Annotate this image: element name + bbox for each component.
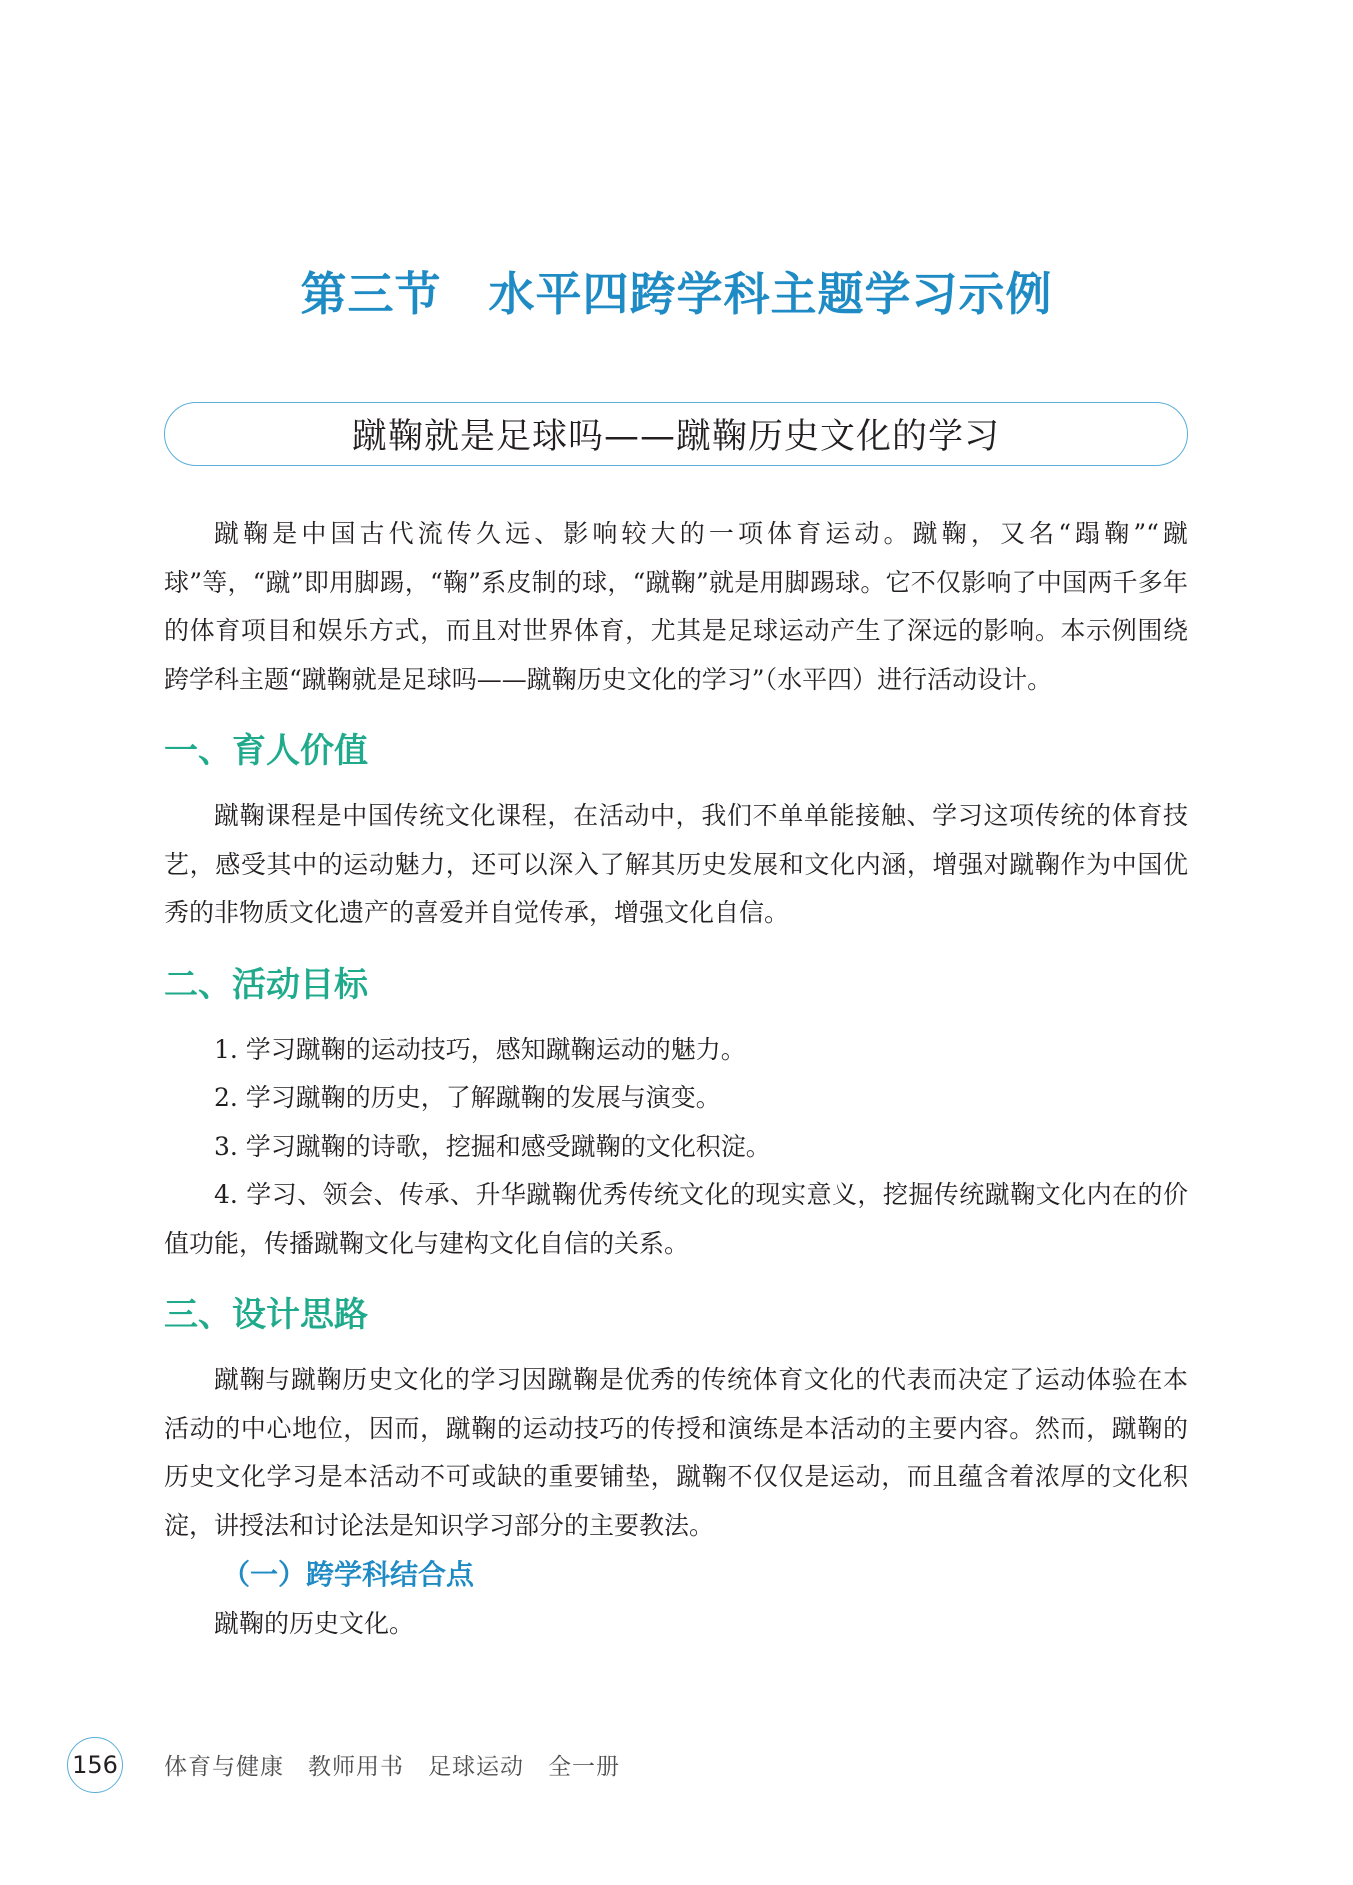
- goal-item-3: 3. 学习蹴鞠的诗歌，挖掘和感受蹴鞠的文化积淀。: [214, 1131, 771, 1161]
- integration-text: 蹴鞠的历史文化。: [214, 1609, 415, 1638]
- section-heading-value: 一、育人价值: [164, 731, 368, 771]
- goal-item-1: 1. 学习蹴鞠的运动技巧，感知蹴鞠运动的魅力。: [214, 1034, 746, 1064]
- page-title: 第三节 水平四跨学科主题学习示例: [300, 267, 1053, 321]
- intro-paragraph: 蹴鞠是中国古代流传久远、影响较大的一项体育运动。蹴鞠，又名“蹋鞠”“蹴球”等，“蹴”即用脚踢，“鞠”系皮制的球，“蹴鞠”就是用脚踢球。它不仅影响了中国两千多年的体育项目和娱乐方式，而且对世界体育，尤其是足球运动产生了深远的影响。本示例围绕跨学科主题“蹴鞠就是足球吗——蹴鞠历史文化的学习”（水平四）进行活动设计。: [164, 519, 1188, 694]
- sub-heading-integration: （一）跨学科结合点: [222, 1558, 475, 1591]
- main-content: [164, 510, 1188, 1649]
- page-number: 156: [67, 1737, 123, 1793]
- section-heading-design: 三、设计思路: [164, 1295, 368, 1335]
- design-paragraph: 蹴鞠与蹴鞠历史文化的学习因蹴鞠是优秀的传统体育文化的代表而决定了运动体验在本活动的中心地位，因而，蹴鞠的运动技巧的传授和演练是本活动的主要内容。然而，蹴鞠的历史文化学习是本活动不可或缺的重要铺垫，蹴鞠不仅仅是运动，而且蕴含着浓厚的文化积淀，讲授法和讨论法是知识学习部分的主要教法。: [164, 1365, 1188, 1540]
- topic-title: 蹴鞠就是足球吗——蹴鞠历史文化的学习: [351, 417, 1000, 457]
- section-heading-goals: 二、活动目标: [164, 964, 368, 1005]
- footer-book-title: 体育与健康 教师用书 足球运动 全一册: [164, 1754, 620, 1780]
- goal-item-4: 4. 学习、领会、传承、升华蹴鞠优秀传统文化的现实意义，挖掘传统蹴鞠文化内在的价值功能，传播蹴鞠文化与建构文化自信的关系。: [164, 1180, 1188, 1258]
- goal-item-2: 2. 学习蹴鞠的历史，了解蹴鞠的发展与演变。: [214, 1083, 721, 1112]
- value-paragraph: 蹴鞠课程是中国传统文化课程，在活动中，我们不单单能接触、学习这项传统的体育技艺，感受其中的运动魅力，还可以深入了解其历史发展和文化内涵，增强对蹴鞠作为中国优秀的非物质文化遗产的喜爱并自觉传承，增强文化自信。: [164, 801, 1188, 927]
- topic-banner: [164, 402, 1188, 466]
